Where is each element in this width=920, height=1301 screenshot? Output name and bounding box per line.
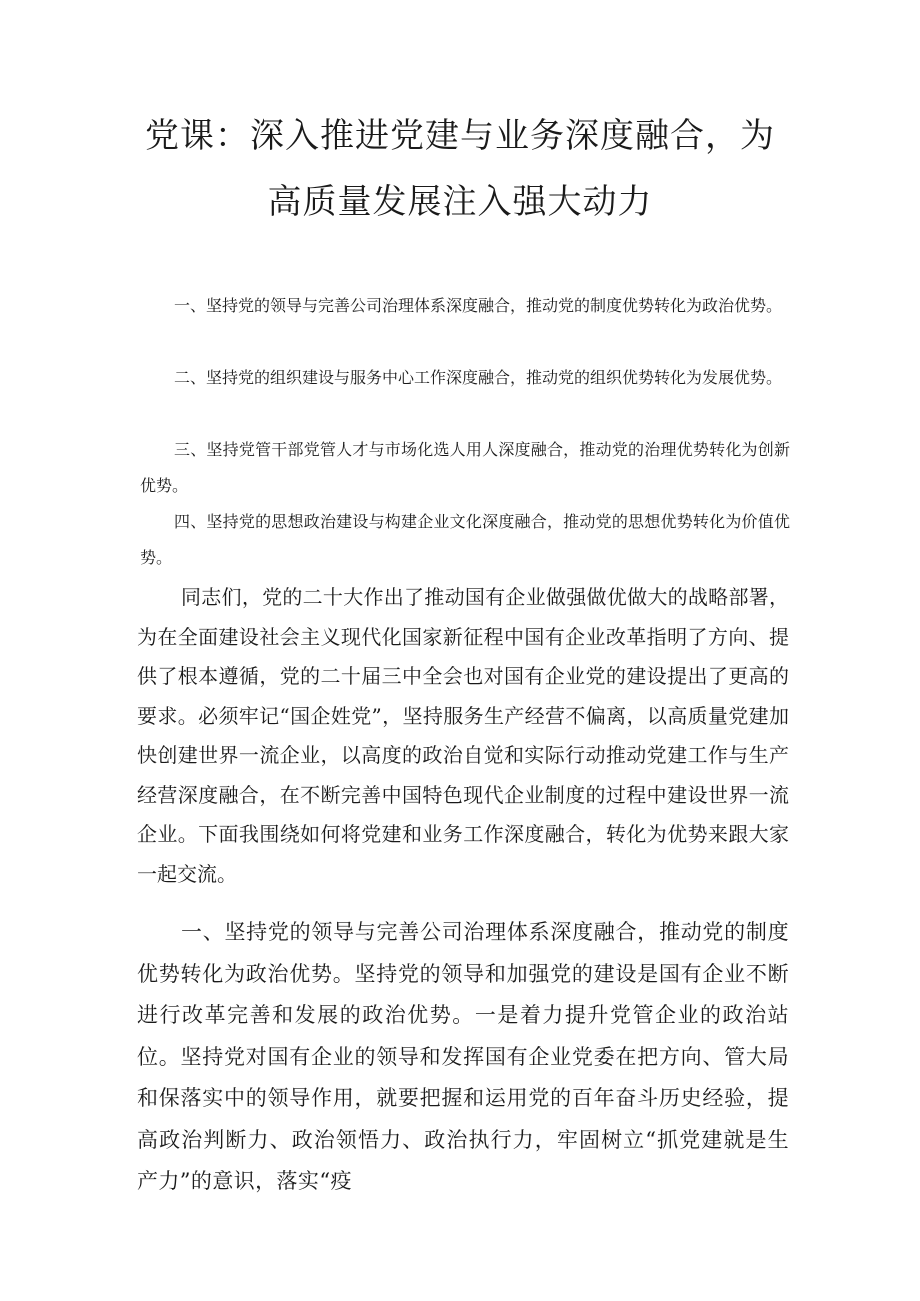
document-title-line-2: 高质量发展注入强大动力 xyxy=(267,182,653,222)
outline-item-3: 三、坚持党管干部党管人才与市场化选人用人深度融合，推动党的治理优势转化为创新优势。 xyxy=(140,440,790,495)
outline-item-1: 一、坚持党的领导与完善公司治理体系深度融合，推动党的制度优势转化为政治优势。 xyxy=(174,296,783,315)
outline-item-2: 二、坚持党的组织建设与服务中心工作深度融合，推动党的组织优势转化为发展优势。 xyxy=(174,368,783,387)
section-one-paragraph: 一、坚持党的领导与完善公司治理体系深度融合，推动党的制度优势转化为政治优势。坚持党的领导和加强党的建设是国有企业不断进行改革完善和发展的政治优势。一是着力提升党管企业的政治站位。坚持党对国有企业的领导和发挥国有企业党委在把方向、管大局和保落实中的领导作用，就要把握和运用党的百年奋斗历史经验，提高政治判断力、政治领悟力、政治执行力，牢固树立“抓党建就是生产力”的意识，落实“疫 xyxy=(137,920,789,1193)
outline-item-4: 四、坚持党的思想政治建设与构建企业文化深度融合，推动党的思想优势转化为价值优势。 xyxy=(140,512,790,567)
intro-paragraph: 同志们，党的二十大作出了推动国有企业做强做优做大的战略部署，为在全面建设社会主义现代化国家新征程中国有企业改革指明了方向、提供了根本遵循，党的二十届三中全会也对国有企业党的建设提出了更高的要求。必须牢记“国企姓党”，坚持服务生产经营不偏离，以高质量党建加快创建世界一流企业，以高度的政治自觉和实际行动推动党建工作与生产经营深度融合，在不断完善中国特色现代企业制度的过程中建设世界一流企业。下面我围绕如何将党建和业务工作深度融合，转化为优势来跟大家一起交流。 xyxy=(137,585,789,886)
document-title-line-1: 党课：深入推进党建与业务深度融合，为 xyxy=(145,116,775,156)
